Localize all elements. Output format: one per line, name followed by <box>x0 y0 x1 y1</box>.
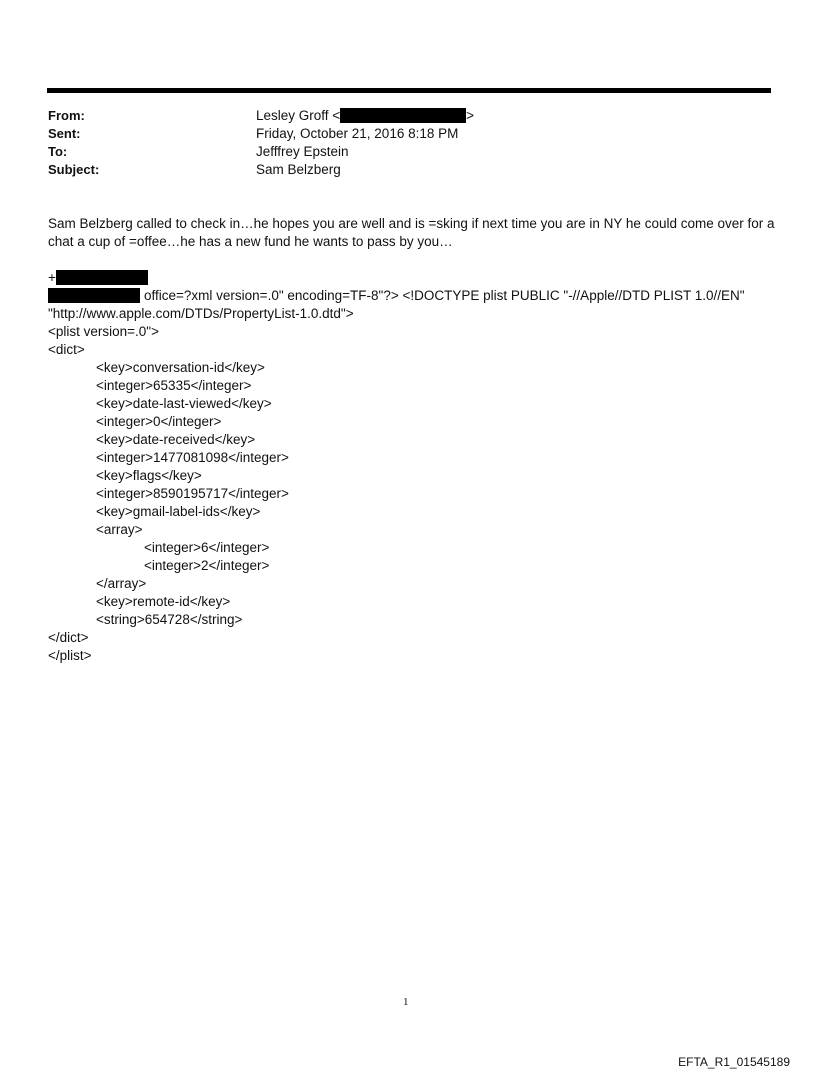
xml-declaration: office=?xml version=.0" encoding=TF-8"?> <!DOCTYPE plist PUBLIC "-//Apple//DTD PLIST 1.0//EN" <box>144 288 745 303</box>
xml-line: <key>remote-id</key> <box>96 594 231 609</box>
xml-line: <key>date-received</key> <box>96 432 256 447</box>
xml-line: <key>flags</key> <box>96 468 202 483</box>
dtd-url: "http://www.apple.com/DTDs/PropertyList-1.0.dtd"> <box>48 306 354 321</box>
xml-line: <array> <box>96 522 143 537</box>
redaction-block <box>340 108 466 123</box>
xml-declaration-line <box>48 287 745 305</box>
xml-line: </plist> <box>48 648 92 663</box>
body-line-1: Sam Belzberg called to check in…he hopes you are well and is =sking if next time you are in NY he could come over for a <box>48 216 775 231</box>
document-id: EFTA_R1_01545189 <box>678 1055 790 1069</box>
from-label: From: <box>48 108 85 123</box>
subject-value: Sam Belzberg <box>256 162 341 177</box>
xml-line: <string>654728</string> <box>96 612 243 627</box>
sent-label: Sent: <box>48 126 81 141</box>
xml-line: <integer>0</integer> <box>96 414 222 429</box>
xml-line: <key>conversation-id</key> <box>96 360 265 375</box>
subject-label: Subject: <box>48 162 100 177</box>
to-label: To: <box>48 144 68 159</box>
plus-sign: + <box>48 270 56 285</box>
header-rule <box>47 88 771 93</box>
xml-line: <integer>65335</integer> <box>96 378 252 393</box>
sent-value: Friday, October 21, 2016 8:18 PM <box>256 126 459 141</box>
xml-line: <integer>8590195717</integer> <box>96 486 289 501</box>
body-line-2: chat a cup of =offee…he has a new fund he wants to pass by you… <box>48 234 453 249</box>
from-name: Lesley Groff < <box>256 108 341 123</box>
redaction-block <box>56 270 148 285</box>
xml-line: <integer>2</integer> <box>144 558 270 573</box>
xml-line: <integer>6</integer> <box>144 540 270 555</box>
xml-line: </array> <box>96 576 147 591</box>
to-value: Jefffrey Epstein <box>256 144 349 159</box>
redaction-block <box>48 288 140 303</box>
xml-line: <key>gmail-label-ids</key> <box>96 504 261 519</box>
from-value <box>256 107 474 125</box>
xml-line: <plist version=.0"> <box>48 324 159 339</box>
xml-line: </dict> <box>48 630 89 645</box>
plus-line <box>48 269 148 287</box>
page-number: 1 <box>403 996 409 1008</box>
from-close: > <box>466 108 475 123</box>
xml-line: <integer>1477081098</integer> <box>96 450 289 465</box>
xml-line: <dict> <box>48 342 85 357</box>
xml-line: <key>date-last-viewed</key> <box>96 396 272 411</box>
